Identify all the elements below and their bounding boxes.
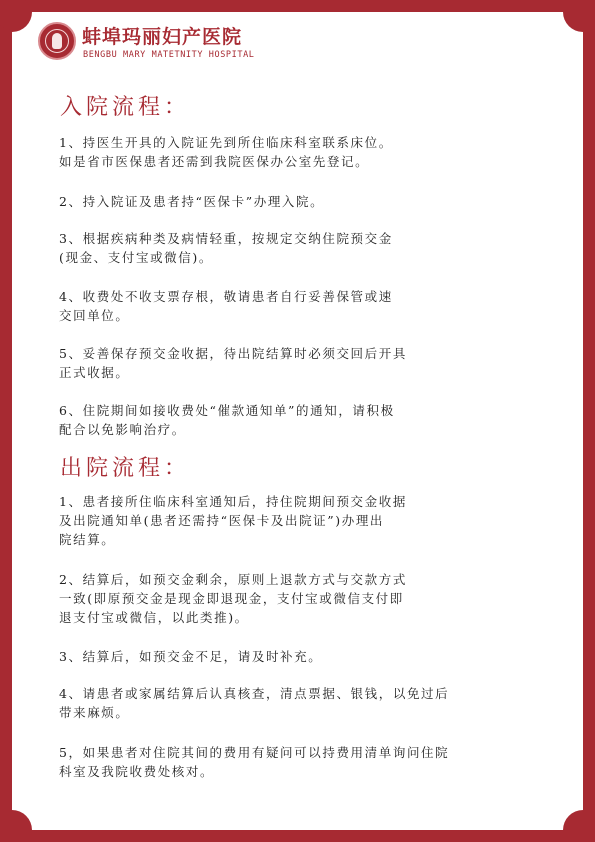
discharge-item-4: 4、请患者或家属结算后认真核查，清点票据、银钱，以免过后 带来麻烦。 [59, 686, 450, 720]
frame-notch [563, 12, 583, 32]
admission-item-2: 2、持入院证及患者持“医保卡”办理入院。 [59, 194, 325, 209]
hospital-name-cn: 蚌埠玛丽妇产医院 [82, 26, 243, 48]
discharge-item-3: 3、结算后，如预交金不足，请及时补充。 [59, 649, 323, 664]
document-page [12, 12, 583, 830]
frame-notch [563, 810, 583, 830]
admission-title: 入院流程： [60, 95, 191, 120]
discharge-item-5: 5，如果患者对住院其间的费用有疑问可以持费用清单询问住院 科室及我院收费处核对。 [59, 745, 450, 779]
admission-item-4: 4、收费处不收支票存根，敬请患者自行妥善保管或速 交回单位。 [59, 289, 393, 323]
admission-item-1: 1、持医生开具的入院证先到所住临床科室联系床位。 如是省市医保患者还需到我院医保办公室先登记。 [59, 135, 393, 169]
discharge-item-1: 1、患者接所住临床科室通知后，持住院期间预交金收据 及出院通知单(患者还需持“医保卡及出院证”)办理出 院结算。 [59, 494, 407, 547]
admission-item-5: 5、妥善保存预交金收据，待出院结算时必须交回后开具 正式收据。 [59, 346, 407, 380]
mother-child-emblem-icon [38, 22, 76, 60]
frame-notch [12, 810, 32, 830]
admission-item-3: 3、根据疾病种类及病情轻重，按规定交纳住院预交金 (现金、支付宝或微信)。 [59, 231, 393, 265]
discharge-title: 出院流程： [60, 456, 191, 481]
frame-notch [12, 12, 32, 32]
hospital-name-en: BENGBU MARY MATETNITY HOSPITAL [83, 50, 255, 60]
discharge-item-2: 2、结算后，如预交金剩余，原则上退款方式与交款方式 一致(即原预交金是现金即退现金，支付宝或微信支付即 退支付宝或微信，以此类推)。 [59, 572, 407, 625]
hospital-header [38, 20, 338, 72]
admission-item-6: 6、住院期间如接收费处“催款通知单”的通知，请积极 配合以免影响治疗。 [59, 403, 395, 437]
